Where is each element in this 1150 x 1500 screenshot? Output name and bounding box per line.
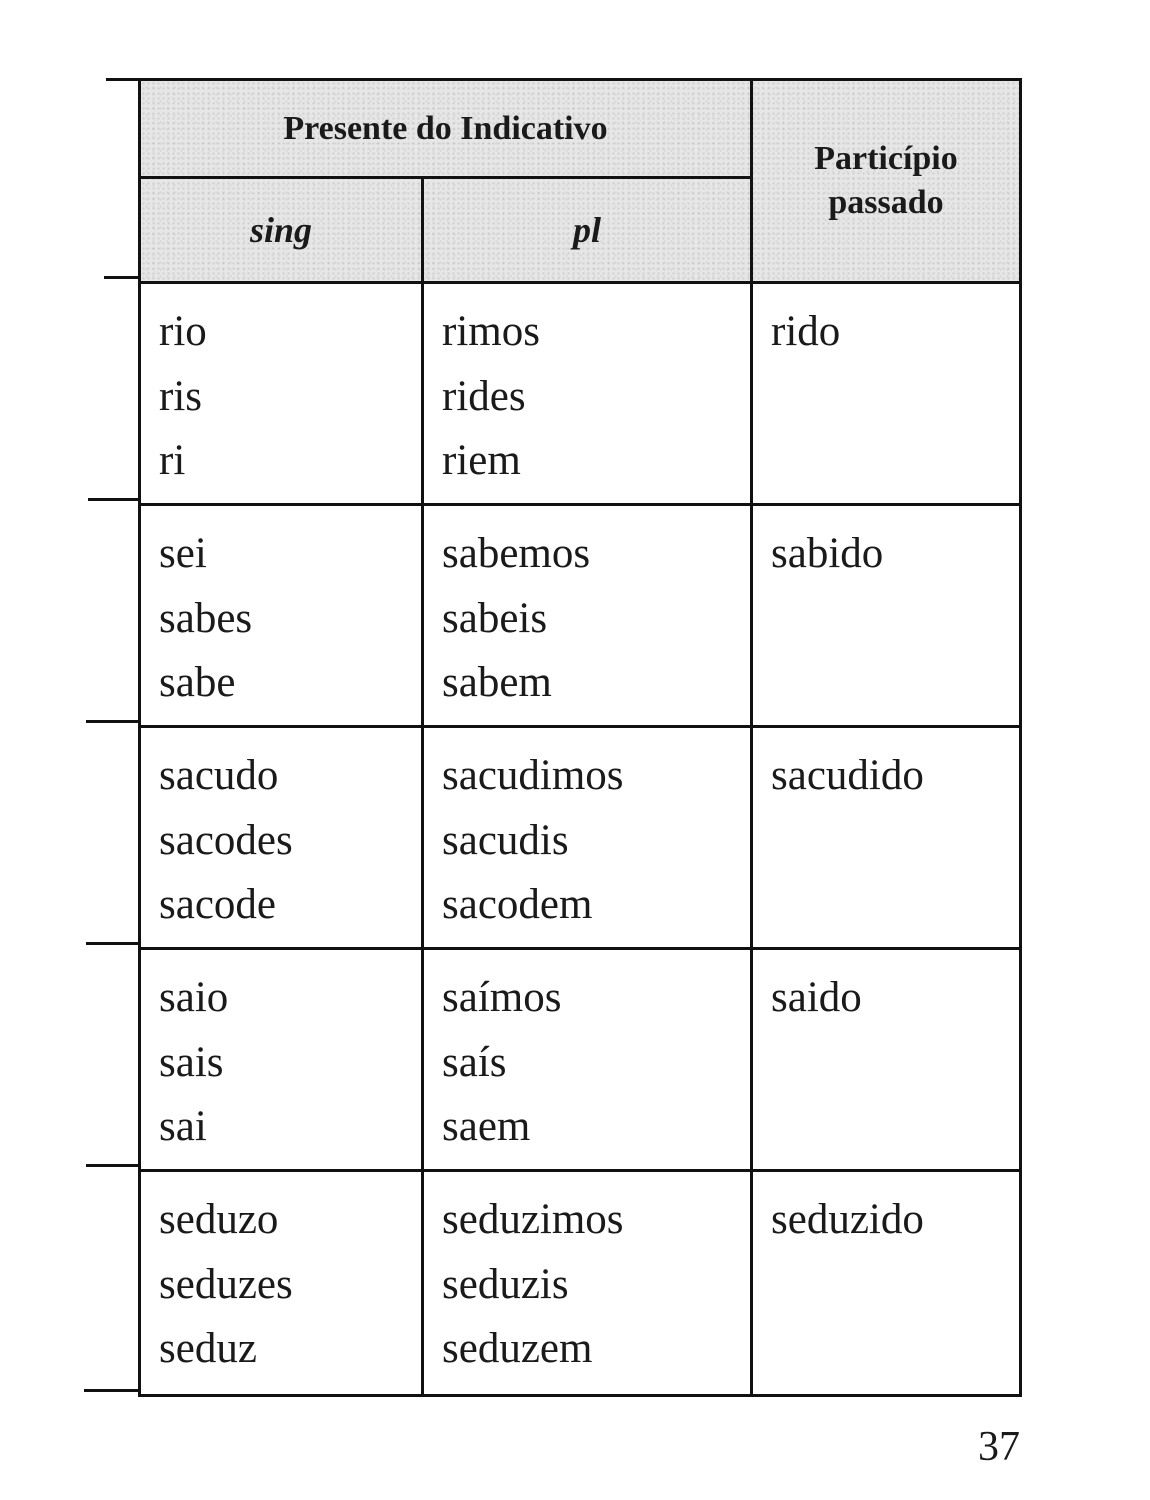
verb-form: sei <box>159 530 207 577</box>
verb-form: saem <box>442 1103 531 1150</box>
plural-cell <box>424 1172 753 1394</box>
table-row <box>141 728 1019 950</box>
rule-stub <box>86 720 140 723</box>
header-participle-line1: Particípio <box>814 140 958 177</box>
verb-form: seduzimos <box>442 1196 624 1243</box>
verb-form: saís <box>442 1038 507 1086</box>
verb-form: saímos <box>442 974 562 1021</box>
verb-form: sabeis <box>442 594 548 642</box>
plural-cell <box>424 728 753 947</box>
verb-form: sais <box>159 1038 224 1086</box>
verb-form: seduzem <box>442 1325 593 1372</box>
verb-form: sabe <box>159 659 236 706</box>
rule-stub <box>104 276 140 279</box>
table-header <box>141 81 1019 284</box>
participle-cell <box>753 284 1019 503</box>
verb-form: saio <box>159 974 229 1021</box>
verb-form: sacodem <box>442 881 593 928</box>
singular-cell <box>141 950 424 1169</box>
participle-form: saido <box>771 974 862 1021</box>
verb-form: riem <box>442 437 521 484</box>
rule-stub <box>88 498 140 501</box>
header-singular: sing <box>141 179 424 281</box>
table-row <box>141 506 1019 728</box>
participle-cell <box>753 728 1019 947</box>
rule-stub <box>86 942 140 945</box>
participle-form: sabido <box>771 530 884 577</box>
verb-form: sacudimos <box>442 752 624 799</box>
verb-form: sacodes <box>159 816 293 864</box>
participle-form: seduzido <box>771 1196 924 1243</box>
participle-form: rido <box>771 308 841 355</box>
verb-form: seduzes <box>159 1260 293 1308</box>
conjugation-table <box>138 78 1022 1397</box>
verb-form: sai <box>159 1103 207 1150</box>
participle-cell <box>753 1172 1019 1394</box>
header-present-indicative: Presente do Indicativo <box>141 81 753 179</box>
verb-form: rio <box>159 308 207 355</box>
singular-cell <box>141 284 424 503</box>
plural-cell <box>424 506 753 725</box>
verb-form: rides <box>442 372 526 420</box>
rule-stub <box>106 78 140 81</box>
verb-form: seduzo <box>159 1196 279 1243</box>
plural-cell <box>424 284 753 503</box>
verb-form: sabemos <box>442 530 591 577</box>
verb-form: sabem <box>442 659 552 706</box>
plural-cell <box>424 950 753 1169</box>
table-body <box>141 284 1019 1394</box>
singular-cell <box>141 1172 424 1394</box>
header-plural: pl <box>424 179 753 281</box>
verb-form: sacode <box>159 881 276 928</box>
verb-form: sacudo <box>159 752 279 799</box>
verb-form: ris <box>159 372 202 420</box>
header-participle-line2: passado <box>828 184 944 221</box>
rule-stub <box>86 1164 140 1167</box>
table-row <box>141 950 1019 1172</box>
table-row <box>141 284 1019 506</box>
participle-cell <box>753 950 1019 1169</box>
rule-stub <box>84 1389 140 1392</box>
singular-cell <box>141 506 424 725</box>
participle-cell <box>753 506 1019 725</box>
verb-form: seduz <box>159 1325 257 1372</box>
verb-form: sabes <box>159 594 253 642</box>
participle-form: sacudido <box>771 752 924 799</box>
verb-form: ri <box>159 437 186 484</box>
page-number: 37 <box>978 1424 1020 1470</box>
singular-cell <box>141 728 424 947</box>
verb-form: rimos <box>442 308 540 355</box>
header-past-participle <box>753 81 1019 281</box>
verb-form: seduzis <box>442 1260 569 1308</box>
verb-form: sacudis <box>442 816 569 864</box>
table-row <box>141 1172 1019 1394</box>
